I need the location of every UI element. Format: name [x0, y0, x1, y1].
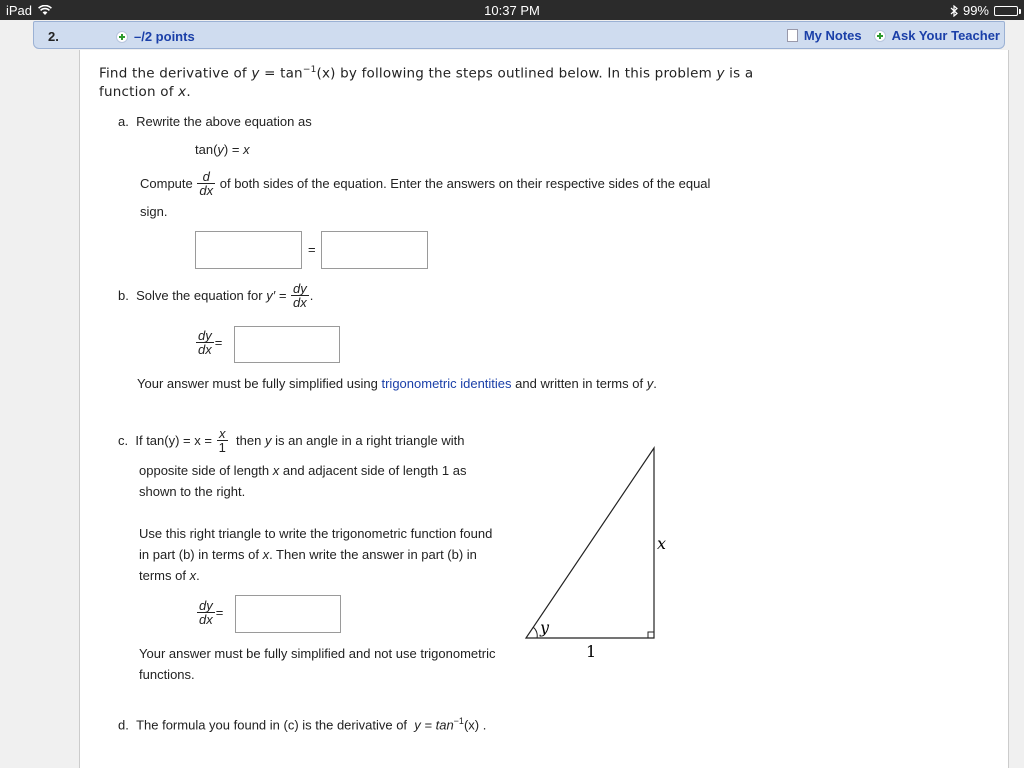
- adjacent-1-label: 1: [586, 642, 597, 661]
- ask-teacher-button[interactable]: [874, 28, 1000, 43]
- my-notes-button[interactable]: [787, 28, 862, 43]
- part-c-line2: opposite side of length x and adjacent side of length 1 as: [139, 463, 467, 478]
- trig-identities-link[interactable]: trigonometric identities: [381, 376, 512, 391]
- part-c-use-line2: in part (b) in terms of x. Then write the answer in part (b) in: [139, 547, 477, 562]
- part-b-answer-input[interactable]: [234, 326, 340, 363]
- points-label: –/2 points: [134, 29, 195, 44]
- right-angle-mark: [648, 632, 654, 638]
- triangle-shape: [526, 448, 654, 638]
- battery-percent: 99%: [962, 3, 989, 18]
- part-c-use-line1: Use this right triangle to write the trigonometric function found: [139, 526, 493, 541]
- part-c-note-line1: Your answer must be fully simplified and not use trigonometric: [139, 646, 496, 661]
- part-a-instruction-cont: sign.: [140, 204, 168, 219]
- device-name: iPad: [6, 3, 33, 18]
- part-a-heading: a. Rewrite the above equation as: [118, 114, 312, 129]
- question-number: 2.: [48, 29, 59, 44]
- battery-icon: [994, 6, 1018, 16]
- plus-icon: [874, 30, 886, 42]
- right-triangle-diagram: [520, 440, 680, 670]
- d-dx-fraction: $\frac{d}{dx}$: [199, 169, 214, 198]
- dy-dx-fraction: $\frac{dy}{dx}$: [292, 281, 307, 310]
- part-c-answer-input[interactable]: [235, 595, 341, 633]
- part-c-line3: shown to the right.: [139, 484, 246, 499]
- angle-arc: [533, 627, 537, 638]
- note-icon: [787, 29, 798, 42]
- part-b-answer-label: $\frac{dy}{dx}$ =: [198, 328, 223, 357]
- part-a-left-input[interactable]: [195, 231, 302, 269]
- part-c-use-line3: terms of x.: [139, 568, 200, 583]
- part-c-note-line2: functions.: [139, 667, 195, 682]
- question-panel: [79, 50, 1009, 768]
- part-c-answer-label: $\frac{dy}{dx}$ =: [199, 598, 224, 627]
- equals-sign: =: [308, 242, 316, 257]
- part-c-intro: c. If tan(y) = x = $\frac{x}{1}$ then y is an angle in a right triangle with: [118, 426, 465, 455]
- part-a-right-input[interactable]: [321, 231, 428, 269]
- my-notes-label: My Notes: [803, 28, 862, 43]
- opposite-x-label: x: [657, 534, 667, 553]
- problem-statement: Find the derivative of $y = \tan^{-1}(x)$ by following the steps outlined below. In this problem y is a function of x.: [99, 65, 754, 100]
- points-toggle[interactable]: [116, 29, 195, 44]
- part-a-equation: tan(y) = x: [195, 142, 250, 157]
- part-b-heading: b. Solve the equation for y′ = $\frac{dy}{dx}$ .: [118, 281, 314, 310]
- angle-y-label: y: [540, 618, 550, 637]
- ask-teacher-label: Ask Your Teacher: [891, 28, 1000, 43]
- clock: 10:37 PM: [484, 3, 540, 18]
- expand-plus-icon[interactable]: [116, 31, 128, 43]
- bluetooth-icon: [950, 5, 958, 17]
- status-bar: [0, 0, 1024, 20]
- part-a-instruction: Compute $\frac{d}{dx}$ of both sides of the equation. Enter the answers on their respective sides of the equal: [140, 169, 711, 198]
- part-d-heading: d. The formula you found in (c) is the derivative of $y = \tan^{-1}(x)$ .: [118, 716, 487, 733]
- part-b-note: Your answer must be fully simplified using trigonometric identities and written in terms of y.: [137, 376, 657, 391]
- question-header: [33, 21, 1005, 49]
